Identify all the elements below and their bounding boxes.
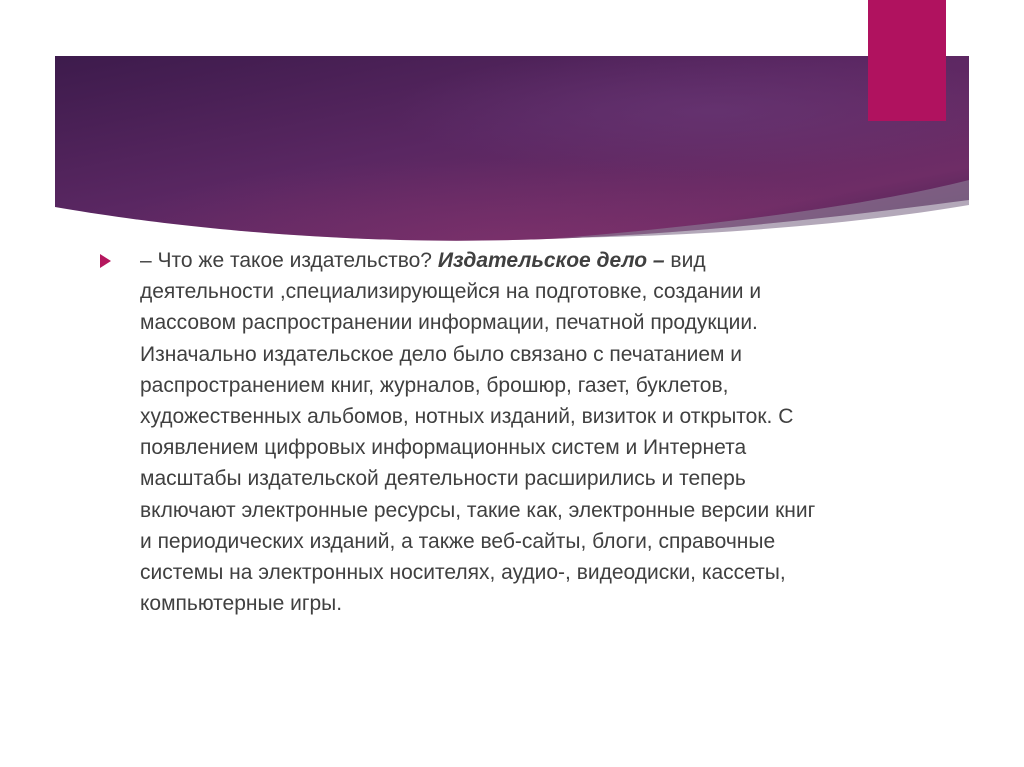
body-paragraph xyxy=(100,245,820,619)
accent-block xyxy=(868,0,946,121)
bullet-triangle-icon xyxy=(100,254,111,268)
intro-text: – Что же такое издательство? xyxy=(140,249,438,272)
definition-text: вид деятельности ,специализирующейся на подготовке, создании и массовом распространении информации, печатной продукции. Изначально издательское дело было связано с печатанием и распространением книг, журналов, брошюр, газет, буклетов, художественных альбомов, нотных изданий, визиток и открыток. С появлением цифровых информационных систем и Интернета масштабы издательской деятельности расширились и теперь включают электронные ресурсы, такие как, электронные версии книг и периодических изданий, а также веб-сайты, блоги, справочные системы на электронных носителях, аудио-, видеодиски, кассеты, компьютерные игры. xyxy=(140,249,816,616)
term-text: Издательское дело – xyxy=(437,249,665,272)
content-body xyxy=(100,245,820,619)
